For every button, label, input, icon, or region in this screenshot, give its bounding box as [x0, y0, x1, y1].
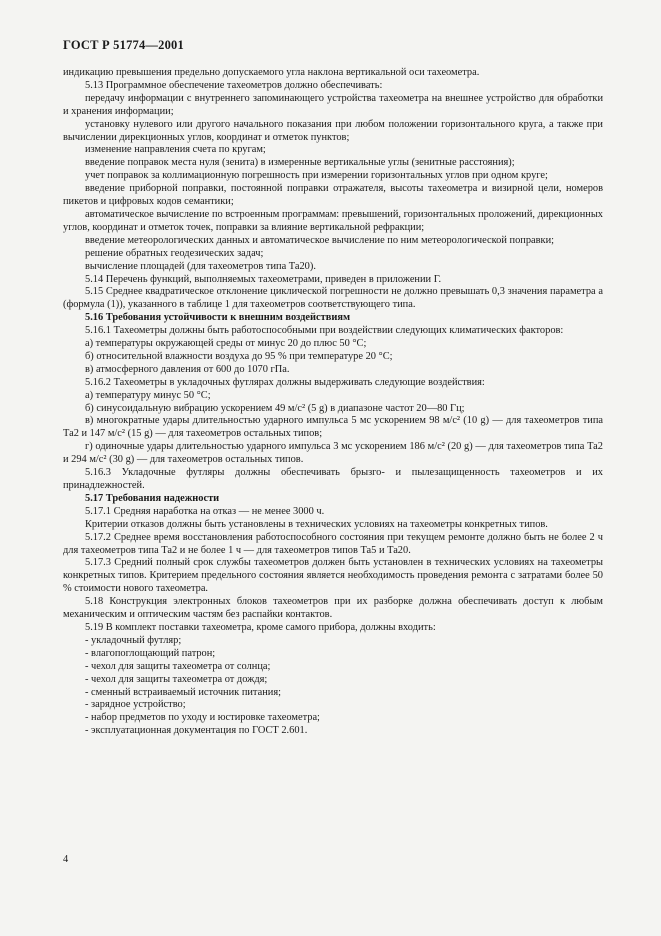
paragraph: б) синусоидальную вибрацию ускорением 49 м/с² (5 g) в диапазоне частот 20—80 Гц; — [85, 402, 465, 414]
paragraph: 5.17.2 Среднее время восстановления работоспособного состояния при текущем ремонте должно быть не более 2 ч для тахеометров типа Та2 и не более 1 ч — для тахеометров типов Та5 и Та20. — [63, 531, 603, 556]
paragraph: решение обратных геодезических задач; — [85, 247, 264, 259]
document-header: ГОСТ Р 51774—2001 — [63, 38, 184, 52]
list-item: - чехол для защиты тахеометра от дождя; — [85, 673, 268, 685]
paragraph: учет поправок за коллимационную погрешность при измерении горизонтальных углов при одном круге; — [85, 170, 548, 182]
paragraph: 5.14 Перечень функций, выполняемых тахеометрами, приведен в приложении Г. — [85, 273, 442, 285]
paragraph: введение приборной поправки, постоянной поправки отражателя, высоты тахеометра и визирной цели, номеров пикетов и цифровых кодов семантики; — [63, 183, 603, 208]
paragraph: 5.16.1 Тахеометры должны быть работоспособными при воздействии следующих климатических факторов: — [85, 325, 564, 337]
section-heading: 5.16 Требования устойчивости к внешним воздействиям — [85, 312, 351, 324]
paragraph: 5.17.1 Средняя наработка на отказ — не менее 3000 ч. — [85, 505, 325, 517]
paragraph: 5.18 Конструкция электронных блоков тахеометров при их разборке должна обеспечивать доступ к любым механическим и оптическим частям без распайки контактов. — [63, 596, 603, 621]
paragraph: 5.15 Среднее квадратическое отклонение циклической погрешности не должно превышать 0,3 значения параметра a (формула (1)), указанного в таблице 1 для тахеометров соответствующего типа. — [63, 286, 603, 311]
paragraph: а) температуру минус 50 °С; — [85, 389, 211, 401]
paragraph: г) одиночные удары длительностью ударного импульса 3 мс ускорением 186 м/с² (20 g) — для тахеометров типа Та2 и 294 м/с² (30 g) — для тахеометров остальных типов. — [63, 441, 603, 466]
paragraph: вычисление площадей (для тахеометров типа Та20). — [85, 260, 316, 272]
list-item: - зарядное устройство; — [85, 699, 186, 711]
list-item: - сменный встраиваемый источник питания; — [85, 686, 282, 698]
section-heading: 5.17 Требования надежности — [85, 492, 220, 504]
document-body — [63, 67, 603, 738]
paragraph: передачу информации с внутреннего запоминающего устройства тахеометра на внешнее устройство для обработки и хранения информации; — [63, 92, 603, 117]
list-item: - эксплуатационная документация по ГОСТ 2.601. — [85, 725, 308, 737]
paragraph: введение метеорологических данных и автоматическое вычисление по ним метеорологической поправки; — [85, 234, 555, 246]
paragraph: а) температуры окружающей среды от минус 20 до плюс 50 °С; — [85, 338, 367, 350]
paragraph: 5.16.3 Укладочные футляры должны обеспечивать брызго- и пылезащищенность тахеометров и их принадлежностей. — [63, 467, 603, 491]
list-item: - чехол для защиты тахеометра от солнца; — [85, 660, 271, 672]
paragraph: установку нулевого или другого начального показания при любом положении горизонтального круга, а также при вычислении дирекционных углов, координат и отметок пунктов; — [63, 118, 603, 143]
paragraph: 5.17.3 Средний полный срок службы тахеометров должен быть установлен в технических условиях на тахеометры конкретных типов. Критерием предельного состояния является необходимость проведения ремонта с затратами более 50 % стоимости нового тахеометра. — [63, 557, 603, 595]
paragraph: изменение направления счета по кругам; — [85, 144, 266, 156]
paragraph: 5.13 Программное обеспечение тахеометров должно обеспечивать: — [85, 79, 383, 91]
list-item: - набор предметов по уходу и юстировке тахеометра; — [85, 712, 320, 724]
paragraph: 5.16.2 Тахеометры в укладочных футлярах должны выдерживать следующие воздействия: — [85, 376, 485, 388]
page-number: 4 — [63, 854, 69, 865]
paragraph: б) относительной влажности воздуха до 95 % при температуре 20 °С; — [85, 350, 393, 362]
paragraph: 5.19 В комплект поставки тахеометра, кроме самого прибора, должны входить: — [85, 621, 436, 633]
list-item: - укладочный футляр; — [85, 634, 182, 646]
paragraph: индикацию превышения предельно допускаемого угла наклона вертикальной оси тахеометра. — [63, 67, 480, 78]
paragraph: введение поправок места нуля (зенита) в измеренные вертикальные углы (зенитные расстояния); — [85, 157, 515, 169]
paragraph: в) многократные удары длительностью ударного импульса 5 мс ускорением 98 м/с² (10 g) — для тахеометров типа Та2 и 147 м/с² (15 g) — для тахеометров остальных типов; — [63, 415, 603, 440]
list-item: - влагопоглощающий патрон; — [85, 647, 216, 659]
paragraph: Критерии отказов должны быть установлены в технических условиях на тахеометры конкретных типов. — [85, 518, 548, 530]
paragraph: автоматическое вычисление по встроенным программам: превышений, горизонтальных проложений, дирекционных углов, координат и отметок точек, поправки за влияние вертикальной рефракции; — [63, 208, 603, 233]
paragraph: в) атмосферного давления от 600 до 1070 гПа. — [85, 363, 290, 375]
